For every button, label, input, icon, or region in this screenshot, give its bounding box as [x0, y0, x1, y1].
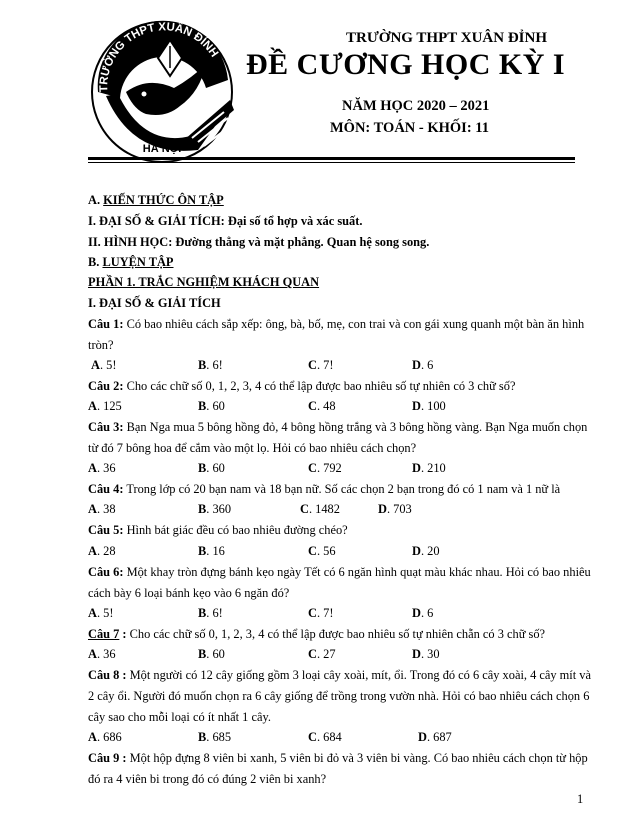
answer-option-b: B. 360	[198, 502, 232, 516]
answer-option-a: A. 686	[88, 730, 122, 744]
question-1-line-2: tròn?	[88, 338, 114, 352]
document-title: ĐỀ CƯƠNG HỌC KỲ I	[246, 48, 566, 81]
section-b-heading	[88, 254, 174, 270]
answer-option-a: A. 38	[88, 502, 116, 516]
section-i-line: I. ĐẠI SỐ & GIẢI TÍCH: Đại số tổ hợp và xác suất.	[88, 214, 363, 228]
section-a-prefix: A.	[88, 193, 104, 207]
answer-option-a: A. 5!	[88, 606, 114, 620]
question-2: Câu 2: Cho các chữ số 0, 1, 2, 3, 4 có thể lập được bao nhiêu số tự nhiên có 3 chữ số?	[88, 379, 516, 393]
answer-option-a: A. 28	[88, 544, 116, 558]
answer-option-d: D. 687	[418, 730, 452, 744]
answer-option-b: B. 16	[198, 544, 225, 558]
answer-option-c: C. 48	[308, 399, 336, 413]
answer-option-c: C. 792	[308, 461, 342, 475]
answer-option-c: C. 684	[308, 730, 342, 744]
answer-option-a: A. 125	[88, 399, 122, 413]
school-logo-icon	[88, 18, 238, 164]
question-3: Câu 3: Bạn Nga mua 5 bông hồng đỏ, 4 bông hồng trắng và 3 bông hồng vàng. Bạn Nga muốn chọn	[88, 420, 588, 434]
part-1-subheading: I. ĐẠI SỐ & GIẢI TÍCH	[88, 296, 221, 310]
question-7: Câu 7 : Cho các chữ số 0, 1, 2, 3, 4 có thể lập được bao nhiêu số tự nhiên chẵn có 3 chữ số?	[88, 627, 546, 641]
answer-option-d: D. 210	[412, 461, 446, 475]
subject-grade: MÔN: TOÁN - KHỐI: 11	[330, 120, 489, 136]
page-number: 1	[577, 792, 584, 806]
answer-option-a: A. 36	[88, 647, 116, 661]
section-a-heading	[88, 192, 224, 208]
logo-text-bottom: HÀ NỘI	[142, 143, 182, 155]
answer-option-d: D. 20	[412, 544, 440, 558]
section-ii-line: II. HÌNH HỌC: Đường thẳng và mặt phẳng. Quan hệ song song.	[88, 235, 430, 249]
answer-option-d: D. 6	[412, 606, 434, 620]
section-b-title: LUYỆN TẬP	[102, 255, 174, 269]
question-3-line-2: từ đó 7 bông hoa để cắm vào một lọ. Hỏi có bao nhiêu cách chọn?	[88, 441, 417, 455]
question-5: Câu 5: Hình bát giác đều có bao nhiêu đường chéo?	[88, 523, 348, 537]
part-1-heading: PHẦN 1. TRẮC NGHIỆM KHÁCH QUAN	[88, 275, 320, 289]
answer-option-a: A. 5!	[91, 358, 117, 372]
question-6-line-2: cách bày 6 loại bánh kẹo vào 6 ngăn đó?	[88, 586, 290, 600]
answer-option-d: D. 703	[378, 502, 412, 516]
answer-option-c: C. 1482	[300, 502, 340, 516]
answer-option-b: B. 60	[198, 461, 225, 475]
question-6: Câu 6: Một khay tròn đựng bánh kẹo ngày Tết có 6 ngăn hình quạt màu khác nhau. Hỏi có bao nhiêu	[88, 565, 591, 579]
question-1: Câu 1: Có bao nhiêu cách sắp xếp: ông, bà, bố, mẹ, con trai và con gái xung quanh một bàn ăn hình	[88, 317, 585, 331]
answer-option-b: B. 6!	[198, 358, 223, 372]
question-8-line-3: cây sao cho mỗi loại có ít nhất 1 cây.	[88, 710, 271, 724]
question-8-line-2: 2 cây ổi. Người đó muốn chọn ra 6 cây giống để trồng trong vườn nhà. Hỏi có bao nhiêu cách chọn 6	[88, 689, 590, 703]
answer-option-b: B. 685	[198, 730, 232, 744]
header-divider	[88, 157, 575, 160]
question-8: Câu 8 : Một người có 12 cây giống gồm 3 loại cây xoài, mít, ổi. Trong đó có 6 cây xoài, 4 cây mít và	[88, 668, 591, 682]
answer-option-c: C. 7!	[308, 606, 334, 620]
question-9-line-2: đó ra 4 viên bi trong đó có đúng 2 viên bi xanh?	[88, 772, 327, 786]
answer-option-c: C. 7!	[308, 358, 334, 372]
answer-option-b: B. 60	[198, 647, 225, 661]
header-divider-thin	[88, 162, 575, 163]
answer-option-c: C. 56	[308, 544, 336, 558]
question-4: Câu 4: Trong lớp có 20 bạn nam và 18 bạn nữ. Số các chọn 2 bạn trong đó có 1 nam và 1 nữ là	[88, 482, 561, 496]
logo-text-top: TRƯỜNG THPT XUÂN ĐỈNH	[98, 21, 221, 93]
section-a-title: KIẾN THỨC ÔN TẬP	[103, 193, 224, 207]
school-year: NĂM HỌC 2020 – 2021	[342, 98, 490, 114]
answer-option-b: B. 6!	[198, 606, 223, 620]
answer-option-d: D. 100	[412, 399, 446, 413]
answer-option-d: D. 6	[412, 358, 434, 372]
answer-option-b: B. 60	[198, 399, 225, 413]
school-name: TRƯỜNG THPT XUÂN ĐỈNH	[346, 30, 547, 46]
answer-option-d: D. 30	[412, 647, 440, 661]
question-9: Câu 9 : Một hộp đựng 8 viên bi xanh, 5 viên bi đỏ và 3 viên bi vàng. Có bao nhiêu cách chọn từ hộp	[88, 751, 588, 765]
answer-option-c: C. 27	[308, 647, 336, 661]
section-b-prefix: B.	[88, 255, 103, 269]
answer-option-a: A. 36	[88, 461, 116, 475]
